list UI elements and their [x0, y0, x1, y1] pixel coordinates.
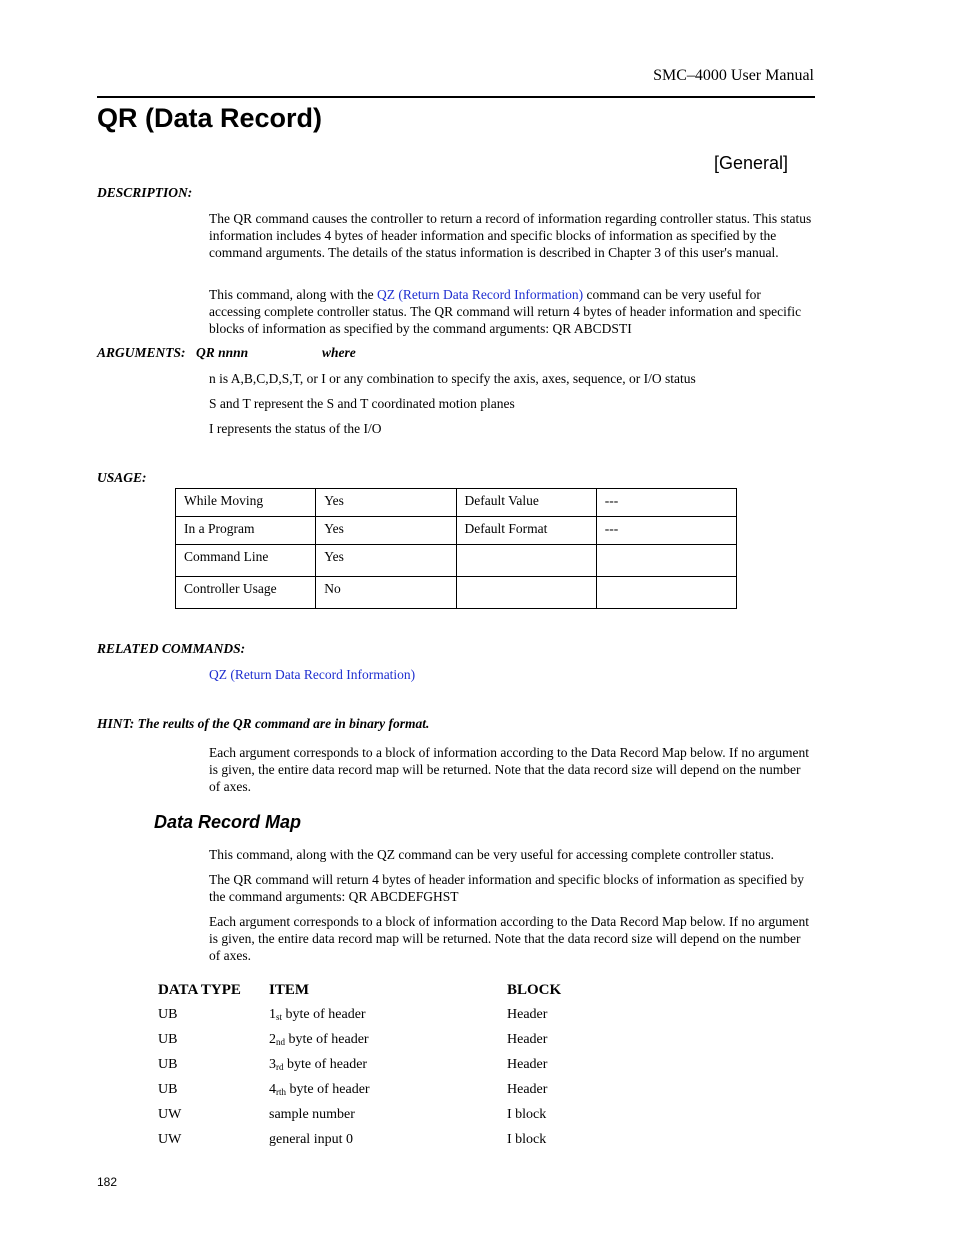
- usage-cell: ---: [596, 517, 736, 545]
- header-rule: [97, 96, 815, 98]
- map-paragraph-2: The QR command will return 4 bytes of header information and specific blocks of information as specified by the command arguments: QR ABCDEFGHST: [209, 872, 804, 904]
- row-block: Header: [507, 1007, 548, 1022]
- column-header-item: ITEM: [269, 982, 310, 998]
- row-item: general input 0: [269, 1132, 353, 1147]
- qz-link[interactable]: QZ (Return Data Record Information): [376, 287, 584, 302]
- table-row: [176, 577, 737, 609]
- usage-cell: No: [316, 577, 456, 609]
- usage-cell: In a Program: [176, 517, 316, 545]
- row-data-type: UW: [158, 1107, 182, 1122]
- row-item: $3_{rd}$ byte of header: [269, 1057, 368, 1072]
- row-item: $4_{rth}$ byte of header: [269, 1082, 370, 1097]
- usage-table: [175, 488, 737, 609]
- argument-line-1: n is A,B,C,D,S,T, or I or any combination to specify the axis, axes, sequence, or I/O status: [209, 371, 696, 386]
- page-title: QR (Data Record): [97, 103, 323, 133]
- row-data-type: UB: [158, 1057, 178, 1072]
- usage-cell: [596, 545, 736, 577]
- hint-label: HINT: The reults of the QR command are in binary format.: [97, 716, 430, 731]
- usage-cell: [456, 577, 596, 609]
- related-commands-label: RELATED COMMANDS:: [97, 641, 246, 656]
- description-paragraph-1: The QR command causes the controller to return a record of information regarding controller status. This status information includes 4 bytes of header information and specific blocks of information as specified by the command arguments. The details of the status information is described in Chapter 3 of this user's manual.: [209, 211, 812, 260]
- row-block: I block: [507, 1132, 547, 1147]
- usage-cell: Controller Usage: [176, 577, 316, 609]
- row-data-type: UW: [158, 1132, 182, 1147]
- usage-cell: While Moving: [176, 489, 316, 517]
- row-item: $1_{st}$ byte of header: [269, 1007, 366, 1022]
- arguments-label: ARGUMENTS:: [97, 345, 186, 360]
- data-record-map-heading: Data Record Map: [154, 812, 302, 832]
- description-label: DESCRIPTION:: [97, 185, 193, 200]
- argument-line-2: S and T represent the S and T coordinated motion planes: [209, 396, 515, 411]
- row-block: I block: [507, 1107, 547, 1122]
- row-data-type: UB: [158, 1007, 178, 1022]
- hint-text: Each argument corresponds to a block of information according to the Data Record Map below. If no argument is given, the entire data record map will be returned. Note that the data record size will depend on the number of axes.: [209, 745, 809, 794]
- related-qz-link[interactable]: QZ (Return Data Record Information): [209, 667, 416, 682]
- manual-title: SMC–4000 User Manual: [653, 67, 814, 84]
- row-block: Header: [507, 1032, 548, 1047]
- row-data-type: UB: [158, 1082, 178, 1097]
- row-block: Header: [507, 1082, 548, 1097]
- argument-line-3: I represents the status of the I/O: [209, 421, 382, 436]
- usage-cell: Yes: [316, 545, 456, 577]
- usage-cell: Yes: [316, 517, 456, 545]
- usage-label: USAGE:: [97, 470, 147, 485]
- command-category: [General]: [714, 153, 789, 173]
- usage-cell: Command Line: [176, 545, 316, 577]
- map-paragraph-1: This command, along with the QZ command can be very useful for accessing complete controller status.: [209, 847, 774, 862]
- table-row: [176, 545, 737, 577]
- column-header-data-type: DATA TYPE: [158, 982, 241, 998]
- usage-cell: [456, 545, 596, 577]
- usage-cell: Yes: [316, 489, 456, 517]
- description-paragraph-2: This command, along with the QZ (Return Data Record Information) command can be very useful for accessing complete controller status. The QR command will return 4 bytes of header information and specific blocks of information as specified by the command arguments: QR ABCDSTI: [209, 287, 802, 336]
- table-row: [176, 489, 737, 517]
- map-paragraph-3: Each argument corresponds to a block of information according to the Data Record Map below. If no argument is given, the entire data record map will be returned. Note that the data record size will depend on the number of axes.: [209, 914, 809, 963]
- row-item: $2_{nd}$ byte of header: [269, 1032, 369, 1047]
- table-row: [176, 517, 737, 545]
- arguments-where: where: [322, 345, 356, 360]
- usage-cell: [596, 577, 736, 609]
- row-data-type: UB: [158, 1032, 178, 1047]
- usage-cell: ---: [596, 489, 736, 517]
- row-block: Header: [507, 1057, 548, 1072]
- usage-cell: Default Format: [456, 517, 596, 545]
- usage-cell: Default Value: [456, 489, 596, 517]
- page-number: 182: [97, 1175, 118, 1189]
- column-header-block: BLOCK: [507, 982, 562, 998]
- arguments-syntax: QR nnnn: [196, 345, 249, 360]
- row-item: sample number: [269, 1107, 355, 1122]
